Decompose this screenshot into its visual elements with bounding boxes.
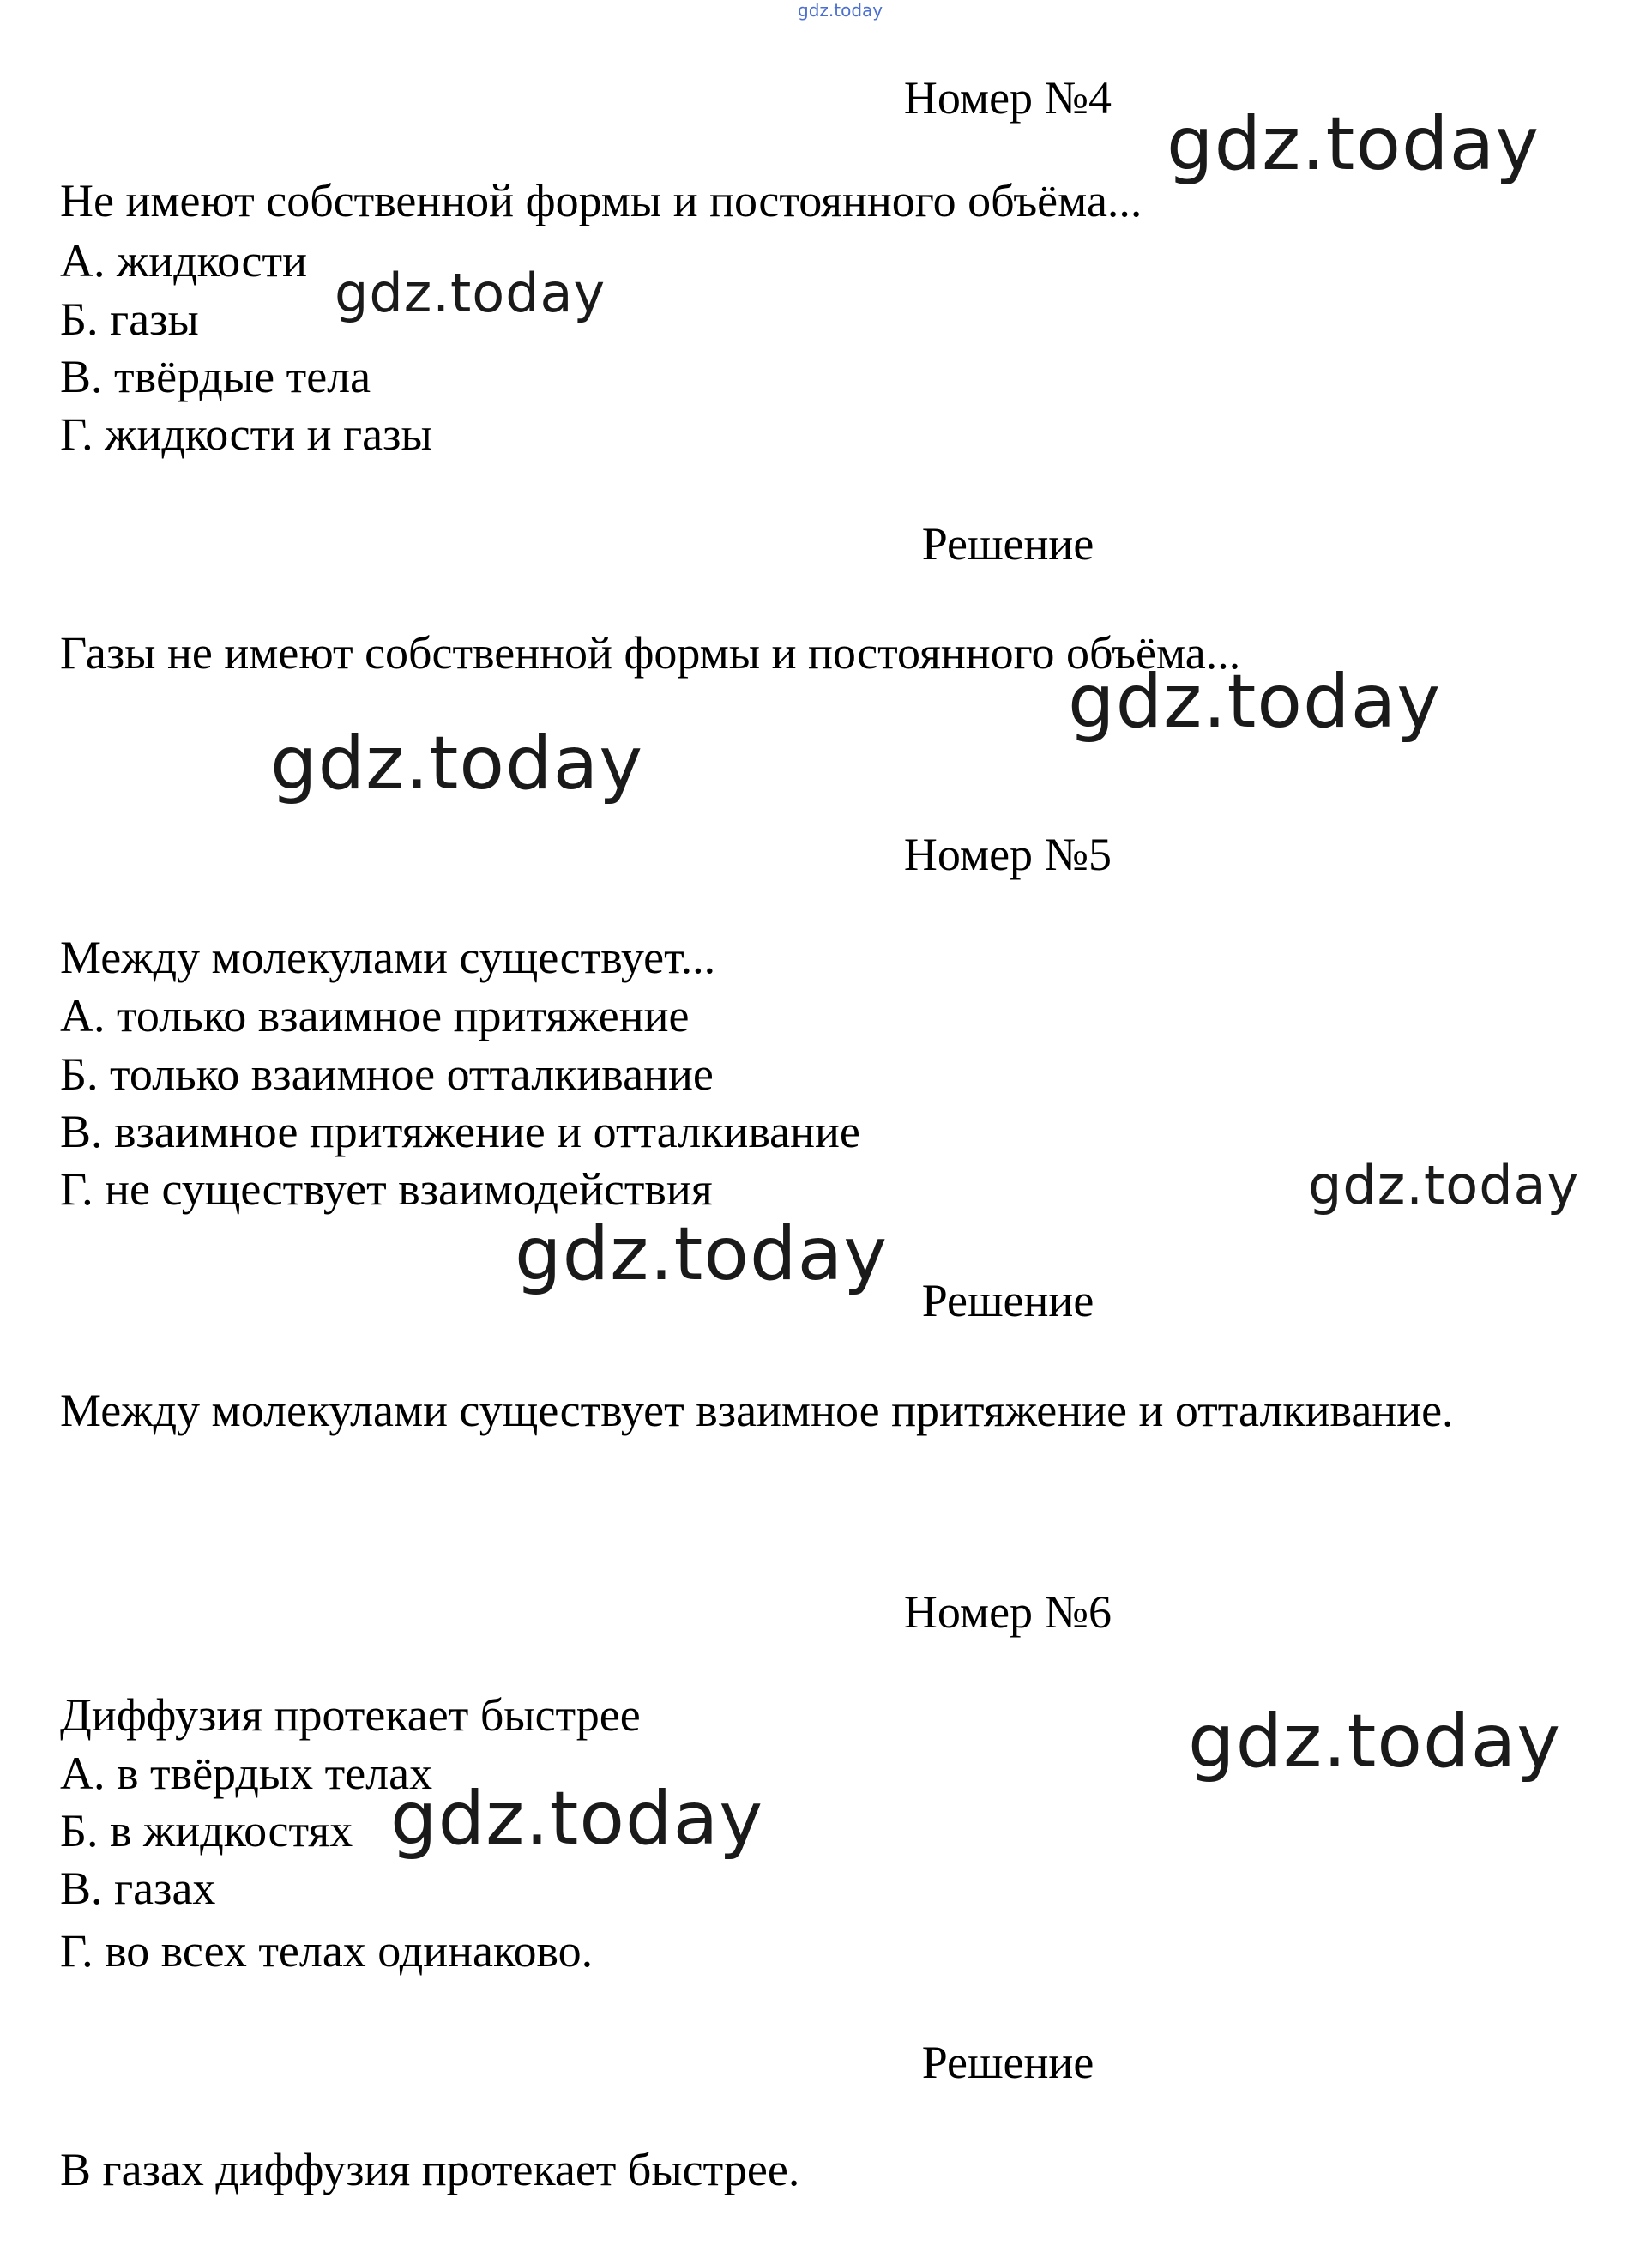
problem4-question: Не имеют собственной формы и постоянного объёма... xyxy=(60,175,1143,226)
problem4-option-c: В. твёрдые тела xyxy=(60,351,371,402)
problem5-title: Номер №5 xyxy=(903,829,1112,880)
problem6-option-d: Г. во всех телах одинаково. xyxy=(60,1925,594,1977)
watermark-5: gdz.today xyxy=(1308,1154,1580,1217)
problem5-solution-heading: Решение xyxy=(921,1275,1094,1326)
problem5-question: Между молекулами существует... xyxy=(60,932,716,983)
watermark-top-link[interactable]: gdz.today xyxy=(798,0,883,21)
problem4-solution-heading: Решение xyxy=(921,518,1094,570)
problem5-option-d: Г. не существует взаимодействия xyxy=(60,1163,713,1215)
problem5-option-c: В. взаимное притяжение и отталкивание xyxy=(60,1106,860,1157)
problem5-answer: Между молекулами существует взаимное притяжение и отталкивание. xyxy=(60,1385,1454,1436)
problem6-option-a: А. в твёрдых телах xyxy=(60,1748,433,1799)
problem6-option-c: В. газах xyxy=(60,1863,216,1914)
problem6-solution-heading: Решение xyxy=(921,2037,1094,2088)
problem5-option-a: А. только взаимное притяжение xyxy=(60,990,690,1041)
problem5-option-b: Б. только взаимное отталкивание xyxy=(60,1048,714,1100)
watermark-7: gdz.today xyxy=(1188,1699,1562,1784)
watermark-4: gdz.today xyxy=(270,721,644,806)
problem6-option-b: Б. в жидкостях xyxy=(60,1805,353,1857)
watermark-2: gdz.today xyxy=(335,262,606,324)
problem4-option-d: Г. жидкости и газы xyxy=(60,408,432,460)
watermark-8: gdz.today xyxy=(390,1776,764,1862)
problem4-option-a: А. жидкости xyxy=(60,235,307,287)
watermark-6: gdz.today xyxy=(515,1211,889,1297)
problem6-answer: В газах диффузия протекает быстрее. xyxy=(60,2144,800,2195)
watermark-3: gdz.today xyxy=(1068,659,1442,745)
problem4-option-b: Б. газы xyxy=(60,293,199,345)
problem4-title: Номер №4 xyxy=(903,72,1112,124)
watermark-1: gdz.today xyxy=(1167,101,1540,187)
problem4-answer: Газы не имеют собственной формы и постоянного объёма... xyxy=(60,627,1241,679)
problem6-question: Диффузия протекает быстрее xyxy=(60,1689,641,1741)
problem6-title: Номер №6 xyxy=(903,1586,1112,1638)
